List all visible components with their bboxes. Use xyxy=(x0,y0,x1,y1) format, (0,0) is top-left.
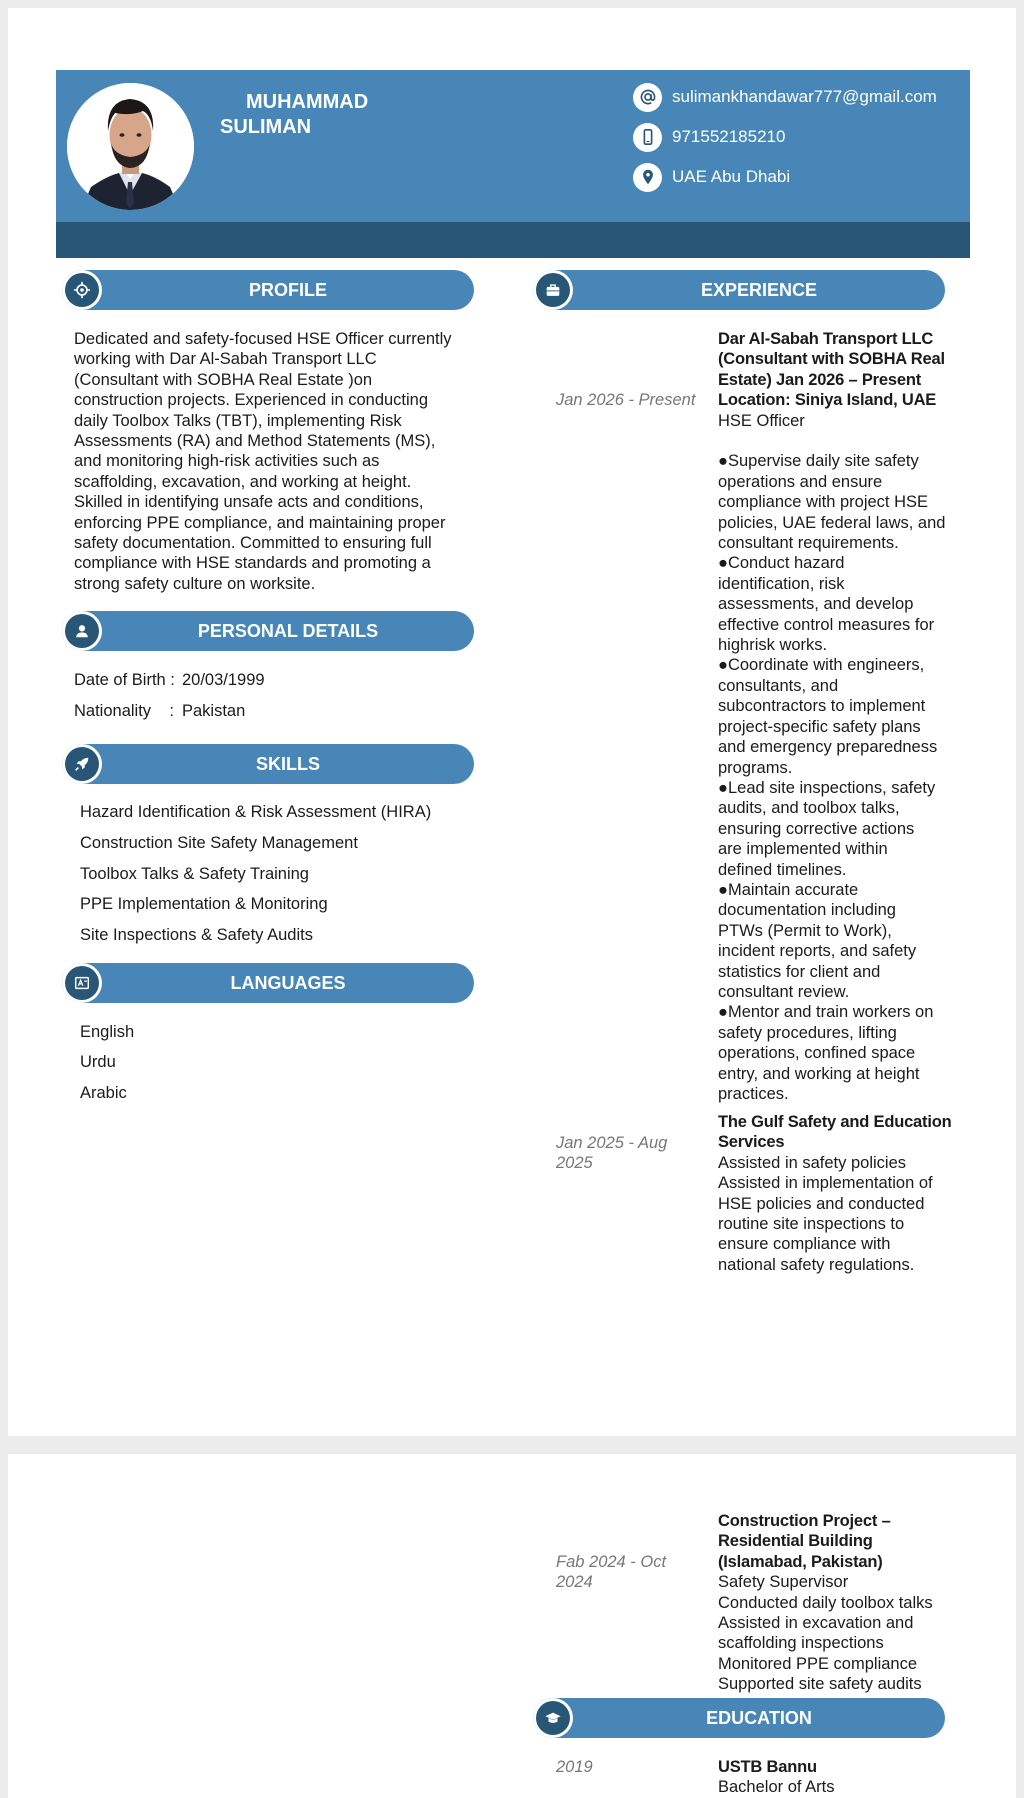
job-bullet-line: project-specific safety plans xyxy=(718,717,921,736)
crosshair-icon xyxy=(73,281,91,299)
profile-line: scaffolding, excavation, and working at height. xyxy=(74,472,412,491)
job-bullet-line: assessments, and develop xyxy=(718,595,914,614)
contact-email xyxy=(633,82,937,112)
section-header-languages xyxy=(62,963,474,1003)
language-icon xyxy=(73,974,91,992)
location-pin-icon xyxy=(633,163,662,192)
job-bullet-line: are implemented within xyxy=(718,840,888,859)
briefcase-icon xyxy=(544,281,562,299)
profile-line: safety documentation. Committed to ensuring full xyxy=(74,534,432,553)
spacer xyxy=(718,431,968,451)
section-header-profile xyxy=(62,270,474,310)
job-title-line: Location: Siniya Island, UAE xyxy=(718,391,937,410)
experience-date: Jan 2026 - Present xyxy=(556,391,696,409)
nationality-value: Pakistan xyxy=(182,702,246,720)
section-title-skills: SKILLS xyxy=(255,754,320,774)
skill-item: Toolbox Talks & Safety Training xyxy=(80,865,309,883)
job-title-line: Residential Building xyxy=(718,1532,873,1551)
personal-section-badge-inner xyxy=(65,614,99,648)
contact-phone xyxy=(633,122,937,152)
experience-entry-2 xyxy=(718,1112,968,1275)
job-bullet-line: consultant requirements. xyxy=(718,534,899,553)
rocket-icon xyxy=(73,755,91,773)
education-section-badge-inner xyxy=(536,1701,570,1735)
job-bullet-line: operations and ensure xyxy=(718,472,883,491)
profile-line: enforcing PPE compliance, and maintaining proper xyxy=(74,513,446,532)
education-entry xyxy=(718,1757,968,1798)
job-bullet-line: practices. xyxy=(718,1085,789,1104)
job-bullet-line: identification, risk xyxy=(718,574,845,593)
job-bullet-line: highrisk works. xyxy=(718,636,828,655)
experience-date xyxy=(556,1133,701,1173)
personal-section-badge xyxy=(62,611,102,651)
education-date: 2019 xyxy=(556,1758,593,1776)
job-detail-line: Safety Supervisor xyxy=(718,1573,849,1592)
job-detail-line: Assisted in excavation and xyxy=(718,1614,914,1633)
job-role: HSE Officer xyxy=(718,411,805,430)
languages-section-badge-inner xyxy=(65,966,99,1000)
skills-section-badge-inner xyxy=(65,747,99,781)
job-bullet-line: consultants, and xyxy=(718,676,839,695)
section-title-personal: PERSONAL DETAILS xyxy=(197,621,379,641)
person-icon xyxy=(73,622,91,640)
resume-page-2 xyxy=(8,1454,1016,1798)
profile-line: Skilled in identifying unsafe acts and conditions, xyxy=(74,493,424,512)
job-detail-line: scaffolding inspections xyxy=(718,1634,884,1653)
dob-label: Date of Birth : xyxy=(74,671,175,689)
language-item: Arabic xyxy=(80,1084,127,1102)
skill-item: Hazard Identification & Risk Assessment (HIRA) xyxy=(80,803,432,821)
job-title-line: (Consultant with SOBHA Real xyxy=(718,350,945,369)
job-bullet-line: compliance with project HSE xyxy=(718,493,929,512)
resume-page-1 xyxy=(8,8,1016,1436)
job-title-line: (Islamabad, Pakistan) xyxy=(718,1552,883,1571)
job-title-line: Services xyxy=(718,1133,785,1152)
job-detail-line: HSE policies and conducted xyxy=(718,1194,925,1213)
experience-section-badge-inner xyxy=(536,273,570,307)
at-icon xyxy=(633,83,662,112)
profile-photo xyxy=(67,83,194,210)
job-bullet-line: ●Maintain accurate xyxy=(718,880,859,899)
language-item: Urdu xyxy=(80,1053,116,1071)
job-bullet-line: ●Conduct hazard xyxy=(718,554,845,573)
job-bullet-line: audits, and toolbox talks, xyxy=(718,799,900,818)
profile-line: daily Toolbox Talks (TBT), implementing Risk xyxy=(74,411,402,430)
job-bullet-line: operations, confined space xyxy=(718,1044,916,1063)
job-bullet-line: statistics for client and xyxy=(718,962,881,981)
header-banner xyxy=(56,70,970,222)
job-detail-line: Conducted daily toolbox talks xyxy=(718,1593,933,1612)
section-header-experience xyxy=(533,270,945,310)
job-bullet-line: documentation including xyxy=(718,901,896,920)
job-detail-line: Assisted in safety policies xyxy=(718,1153,907,1172)
date-line: 2025 xyxy=(556,1154,593,1172)
job-detail-line: Monitored PPE compliance xyxy=(718,1654,918,1673)
dob-value: 20/03/1999 xyxy=(182,671,265,689)
profile-photo-illustration xyxy=(67,83,194,210)
job-bullet-line: effective control measures for xyxy=(718,615,935,634)
job-bullet-line: ensuring corrective actions xyxy=(718,819,915,838)
education-section-badge xyxy=(533,1698,573,1738)
section-header-skills xyxy=(62,744,474,784)
header-dark-band xyxy=(56,222,970,258)
degree-name: Bachelor of Arts xyxy=(718,1778,835,1797)
phone-icon xyxy=(633,123,662,152)
profile-line: Dedicated and safety-focused HSE Officer currently xyxy=(74,330,452,348)
contact-location xyxy=(633,162,937,192)
phone-text[interactable]: 971552185210 xyxy=(672,127,786,146)
profile-section-badge-inner xyxy=(65,273,99,307)
section-title-languages: LANGUAGES xyxy=(230,973,346,993)
skills-section-badge xyxy=(62,744,102,784)
job-detail-line: national safety regulations. xyxy=(718,1255,915,1274)
school-name: USTB Bannu xyxy=(718,1758,817,1776)
job-detail-line: Supported site safety audits xyxy=(718,1675,922,1694)
full-name xyxy=(220,90,420,140)
email-text[interactable]: sulimankhandawar777@gmail.com xyxy=(672,87,937,106)
section-header-education xyxy=(533,1698,945,1738)
profile-line: working with Dar Al-Sabah Transport LLC xyxy=(74,350,377,369)
experience-section-badge xyxy=(533,270,573,310)
language-item: English xyxy=(80,1023,135,1041)
experience-date xyxy=(556,1552,701,1592)
profile-line: (Consultant with SOBHA Real Estate )on xyxy=(74,370,373,389)
experience-entry-1 xyxy=(718,329,968,1104)
job-bullet-line: entry, and working at height xyxy=(718,1064,920,1083)
job-title-line: Estate) Jan 2026 – Present xyxy=(718,370,921,389)
date-line: Jan 2025 - Aug xyxy=(556,1134,668,1152)
profile-line: Assessments (RA) and Method Statements (MS), xyxy=(74,432,436,451)
profile-line: compliance with HSE standards and promoting a xyxy=(74,554,431,573)
job-bullet-line: ●Supervise daily site safety xyxy=(718,452,919,471)
experience-entry-3 xyxy=(718,1511,968,1695)
job-bullet-line: policies, UAE federal laws, and xyxy=(718,513,946,532)
date-line: 2024 xyxy=(556,1573,593,1591)
profile-summary xyxy=(74,329,492,594)
profile-section-badge xyxy=(62,270,102,310)
languages-section-badge xyxy=(62,963,102,1003)
profile-line: and monitoring high-risk activities such as xyxy=(74,452,380,471)
job-detail-line: Assisted in implementation of xyxy=(718,1174,933,1193)
profile-line: construction projects. Experienced in conducting xyxy=(74,391,429,410)
job-title-line: Construction Project – xyxy=(718,1512,891,1530)
nationality-row xyxy=(74,701,245,721)
job-detail-line: routine site inspections to xyxy=(718,1215,905,1234)
contact-list xyxy=(633,82,937,202)
skill-item: Construction Site Safety Management xyxy=(80,834,358,852)
job-bullet-line: PTWs (Permit to Work), xyxy=(718,921,892,940)
job-bullet-line: ●Mentor and train workers on xyxy=(718,1003,934,1022)
section-header-personal xyxy=(62,611,474,651)
last-name: SULIMAN xyxy=(220,116,312,138)
skill-item: PPE Implementation & Monitoring xyxy=(80,895,328,913)
job-bullet-line: ●Lead site inspections, safety xyxy=(718,778,936,797)
section-title-profile: PROFILE xyxy=(248,280,327,300)
skill-item: Site Inspections & Safety Audits xyxy=(80,926,313,944)
date-line: Fab 2024 - Oct xyxy=(556,1553,667,1571)
job-bullet-line: programs. xyxy=(718,758,793,777)
job-bullet-line: safety procedures, lifting xyxy=(718,1023,897,1042)
job-bullet-line: and emergency preparedness xyxy=(718,738,938,757)
job-detail-line: ensure compliance with xyxy=(718,1235,891,1254)
location-text: UAE Abu Dhabi xyxy=(672,167,791,186)
job-title-line: Dar Al-Sabah Transport LLC xyxy=(718,330,934,348)
section-title-education: EDUCATION xyxy=(706,1708,812,1728)
job-bullet-line: consultant review. xyxy=(718,982,850,1001)
job-bullet-line: ●Coordinate with engineers, xyxy=(718,656,925,675)
graduation-cap-icon xyxy=(544,1709,562,1727)
job-bullet-line: incident reports, and safety xyxy=(718,942,917,961)
nationality-label: Nationality : xyxy=(74,702,174,720)
profile-line: strong safety culture on worksite. xyxy=(74,574,316,593)
section-title-experience: EXPERIENCE xyxy=(700,280,818,300)
job-title-line: The Gulf Safety and Education xyxy=(718,1113,952,1131)
job-bullet-line: defined timelines. xyxy=(718,860,847,879)
first-name: MUHAMMAD xyxy=(246,91,369,113)
dob-row xyxy=(74,670,265,690)
job-bullet-line: subcontractors to implement xyxy=(718,697,926,716)
